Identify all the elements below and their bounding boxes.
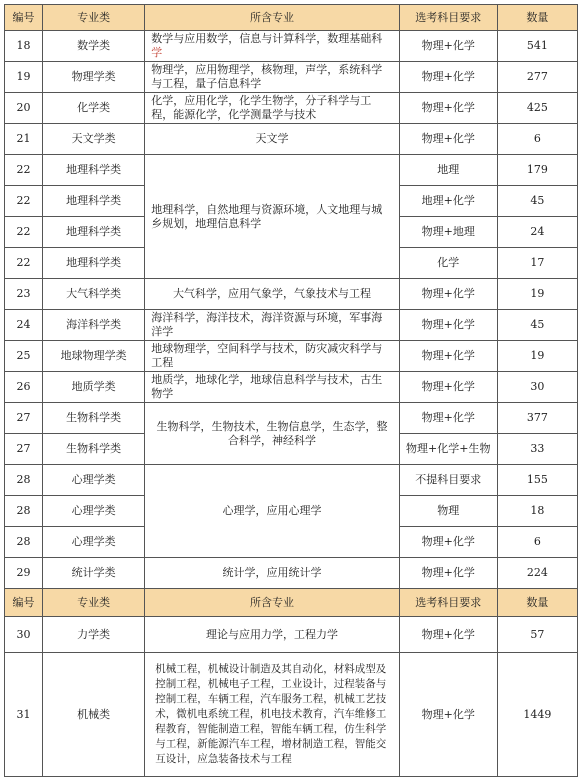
- header-majors: 所含专业: [145, 5, 399, 31]
- row-category: 生物科学类: [43, 434, 145, 465]
- table-row: [5, 653, 578, 777]
- row-count: 24: [497, 217, 577, 248]
- row-count: 277: [497, 62, 577, 93]
- header-majors: 所含专业: [145, 589, 399, 617]
- row-category: 海洋科学类: [43, 310, 145, 341]
- table-row: [5, 372, 578, 403]
- header-id: 编号: [5, 5, 43, 31]
- row-id: 27: [5, 434, 43, 465]
- row-requirement: 物理+化学: [399, 653, 497, 777]
- row-category: 地质学类: [43, 372, 145, 403]
- table-row: [5, 617, 578, 653]
- majors-table: [4, 4, 578, 777]
- row-majors: 大气科学，应用气象学，气象技术与工程: [145, 279, 399, 310]
- row-id: 29: [5, 558, 43, 589]
- row-requirement: 物理+化学: [399, 124, 497, 155]
- row-count: 17: [497, 248, 577, 279]
- row-category: 统计学类: [43, 558, 145, 589]
- row-category: 大气科学类: [43, 279, 145, 310]
- header-count: 数量: [497, 589, 577, 617]
- table-header-row-2: [5, 589, 578, 617]
- row-requirement: 物理+化学: [399, 527, 497, 558]
- row-requirement: 物理: [399, 496, 497, 527]
- row-requirement: 物理+化学: [399, 558, 497, 589]
- header-category: 专业类: [43, 5, 145, 31]
- row-requirement: 物理+地理: [399, 217, 497, 248]
- table-row: [5, 93, 578, 124]
- row-count: 18: [497, 496, 577, 527]
- table-row: [5, 31, 578, 62]
- row-id: 28: [5, 465, 43, 496]
- row-requirement: 物理+化学: [399, 341, 497, 372]
- row-majors-line2: 学: [151, 46, 163, 59]
- row-count: 19: [497, 341, 577, 372]
- row-majors-line1: 数学与应用数学，信息与计算科学，数理基础科: [151, 32, 383, 45]
- row-category: 数学类: [43, 31, 145, 62]
- table-header-row: [5, 5, 578, 31]
- row-category: 地理科学类: [43, 248, 145, 279]
- table-row: [5, 279, 578, 310]
- table-row: [5, 310, 578, 341]
- row-category: 地球物理学类: [43, 341, 145, 372]
- row-majors: 海洋科学，海洋技术，海洋资源与环境，军事海洋学: [145, 310, 399, 341]
- row-id: 28: [5, 527, 43, 558]
- row-requirement: 物理+化学: [399, 310, 497, 341]
- header-requirement: 选考科目要求: [399, 5, 497, 31]
- table-row: [5, 62, 578, 93]
- row-majors: 化学，应用化学，化学生物学，分子科学与工程，能源化学，化学测量学与技术: [145, 93, 399, 124]
- row-id: 21: [5, 124, 43, 155]
- row-category: 地理科学类: [43, 186, 145, 217]
- table-row: [5, 465, 578, 496]
- row-count: 33: [497, 434, 577, 465]
- row-id: 19: [5, 62, 43, 93]
- row-category: 天文学类: [43, 124, 145, 155]
- row-requirement: 物理+化学: [399, 403, 497, 434]
- row-majors-merged: 地理科学，自然地理与资源环境，人文地理与城乡规划，地理信息科学: [145, 155, 399, 279]
- row-id: 24: [5, 310, 43, 341]
- row-id: 28: [5, 496, 43, 527]
- row-requirement: 物理+化学: [399, 617, 497, 653]
- row-count: 19: [497, 279, 577, 310]
- row-category: 机械类: [43, 653, 145, 777]
- row-count: 179: [497, 155, 577, 186]
- row-count: 45: [497, 186, 577, 217]
- row-requirement: 物理+化学+生物: [399, 434, 497, 465]
- row-requirement: 物理+化学: [399, 279, 497, 310]
- header-count: 数量: [497, 5, 577, 31]
- row-id: 20: [5, 93, 43, 124]
- row-category: 心理学类: [43, 465, 145, 496]
- row-category: 物理学类: [43, 62, 145, 93]
- row-count: 1449: [497, 653, 577, 777]
- row-id: 18: [5, 31, 43, 62]
- row-majors: 统计学，应用统计学: [145, 558, 399, 589]
- row-id: 22: [5, 155, 43, 186]
- header-id: 编号: [5, 589, 43, 617]
- row-count: 224: [497, 558, 577, 589]
- row-requirement: 物理+化学: [399, 31, 497, 62]
- row-requirement: 物理+化学: [399, 62, 497, 93]
- row-requirement: 地理: [399, 155, 497, 186]
- table-row: [5, 341, 578, 372]
- row-id: 23: [5, 279, 43, 310]
- row-category: 心理学类: [43, 527, 145, 558]
- row-requirement: 物理+化学: [399, 372, 497, 403]
- row-category: 化学类: [43, 93, 145, 124]
- row-count: 6: [497, 124, 577, 155]
- row-majors: 地质学，地球化学，地球信息科学与技术，古生物学: [145, 372, 399, 403]
- row-category: 力学类: [43, 617, 145, 653]
- row-count: 425: [497, 93, 577, 124]
- row-requirement: 地理+化学: [399, 186, 497, 217]
- row-count: 6: [497, 527, 577, 558]
- row-majors: 物理学，应用物理学，核物理，声学，系统科学与工程，量子信息科学: [145, 62, 399, 93]
- row-majors-merged: 生物科学，生物技术，生物信息学，生态学，整合科学，神经科学: [145, 403, 399, 465]
- row-category: 地理科学类: [43, 155, 145, 186]
- row-requirement: 不提科目要求: [399, 465, 497, 496]
- table-row: [5, 403, 578, 434]
- row-count: 57: [497, 617, 577, 653]
- row-category: 生物科学类: [43, 403, 145, 434]
- header-category: 专业类: [43, 589, 145, 617]
- row-id: 26: [5, 372, 43, 403]
- row-majors: 地球物理学，空间科学与技术，防灾减灾科学与工程: [145, 341, 399, 372]
- row-requirement: 物理+化学: [399, 93, 497, 124]
- row-category: 心理学类: [43, 496, 145, 527]
- majors-table-container: [4, 4, 578, 777]
- row-id: 27: [5, 403, 43, 434]
- row-id: 22: [5, 186, 43, 217]
- row-category: 地理科学类: [43, 217, 145, 248]
- header-requirement: 选考科目要求: [399, 589, 497, 617]
- row-majors: [145, 31, 399, 62]
- row-id: 30: [5, 617, 43, 653]
- row-majors-merged: 心理学，应用心理学: [145, 465, 399, 558]
- row-count: 155: [497, 465, 577, 496]
- row-count: 377: [497, 403, 577, 434]
- row-count: 541: [497, 31, 577, 62]
- row-requirement: 化学: [399, 248, 497, 279]
- row-id: 31: [5, 653, 43, 777]
- row-count: 30: [497, 372, 577, 403]
- table-row: [5, 124, 578, 155]
- table-row: [5, 155, 578, 186]
- row-majors: 理论与应用力学，工程力学: [145, 617, 399, 653]
- row-majors: 机械工程，机械设计制造及其自动化，材料成型及控制工程，机械电子工程，工业设计，过程装备与控制工程，车辆工程，汽车服务工程，机械工艺技术，微机电系统工程，机电技术教育，汽车维修工程教育，智能制造工程，智能车辆工程，仿生科学与工程，新能源汽车工程，增材制造工程，智能交互设计，应急装备技术与工程: [145, 653, 399, 777]
- row-count: 45: [497, 310, 577, 341]
- row-id: 25: [5, 341, 43, 372]
- row-id: 22: [5, 248, 43, 279]
- table-row: [5, 558, 578, 589]
- row-id: 22: [5, 217, 43, 248]
- row-majors: 天文学: [145, 124, 399, 155]
